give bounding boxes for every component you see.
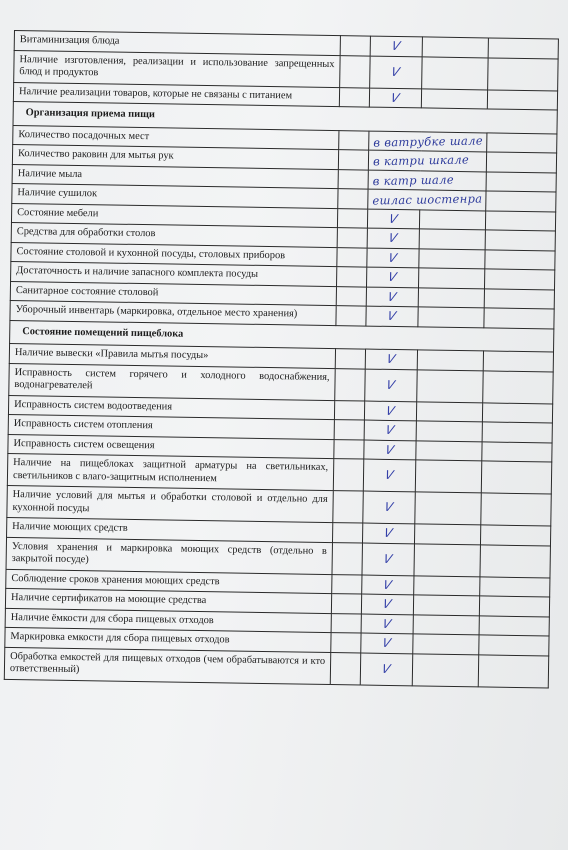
empty-cell: [335, 368, 365, 400]
check-mark-icon: V: [384, 422, 396, 438]
criterion-label: Количество посадочных мест: [13, 125, 339, 150]
check-mark-icon: V: [390, 38, 402, 54]
criterion-label: Средства для обработки столов: [11, 222, 337, 247]
empty-cell: [418, 287, 484, 308]
check-mark-icon: V: [384, 442, 396, 457]
empty-cell: [484, 269, 554, 290]
empty-cell: [419, 248, 485, 269]
empty-cell: [484, 288, 554, 309]
empty-cell: [482, 422, 552, 443]
empty-cell: [413, 595, 479, 616]
empty-cell: [487, 132, 557, 153]
criterion-label: Уборочный инвентарь (маркировка, отдельное место хранения): [10, 300, 336, 325]
empty-cell: [412, 653, 478, 686]
check-mark-icon: V: [387, 269, 399, 285]
empty-cell: [413, 614, 479, 635]
criterion-label: Исправность систем отопления: [8, 414, 334, 439]
criterion-label: Наличие вывески «Правила мытья посуды»: [9, 343, 335, 368]
empty-cell: [478, 654, 548, 687]
empty-cell: [332, 574, 362, 594]
empty-cell: [485, 210, 555, 231]
empty-cell: [486, 152, 556, 173]
check-mark-cell: [367, 209, 419, 229]
check-mark-cell: [364, 401, 416, 421]
empty-cell: [337, 267, 367, 287]
criterion-label: Витаминизация блюда: [14, 31, 340, 56]
check-mark-cell: [362, 543, 414, 576]
empty-cell: [417, 369, 483, 402]
empty-cell: [339, 130, 369, 150]
empty-cell: [422, 56, 488, 89]
check-mark-cell: [367, 228, 419, 248]
check-mark-icon: V: [386, 308, 398, 324]
check-mark-cell: [360, 653, 412, 686]
empty-cell: [335, 349, 365, 369]
empty-cell: [484, 308, 554, 329]
criterion-label: Исправность систем горячего и холодного водоснабжения, водонагревателей: [9, 363, 335, 400]
empty-cell: [336, 306, 366, 326]
empty-cell: [480, 544, 550, 577]
criterion-label: Наличие сушилок: [12, 183, 338, 208]
empty-cell: [414, 524, 480, 545]
check-mark-icon: V: [382, 551, 394, 566]
empty-cell: [419, 268, 485, 289]
check-mark-icon: V: [387, 230, 399, 246]
criterion-label: Соблюдение сроков хранения моющих средств: [6, 569, 332, 594]
check-mark-cell: [362, 523, 414, 543]
handwritten-note-text: в катр шале: [372, 172, 455, 188]
check-mark-icon: V: [385, 351, 397, 367]
empty-cell: [331, 613, 361, 633]
handwritten-note: [368, 189, 486, 210]
check-mark-cell: [363, 491, 415, 524]
empty-cell: [488, 57, 558, 90]
empty-cell: [413, 634, 479, 655]
empty-cell: [340, 55, 370, 87]
empty-cell: [488, 38, 558, 59]
empty-cell: [480, 576, 550, 597]
check-mark-cell: [366, 306, 418, 326]
empty-cell: [487, 89, 557, 110]
criterion-label: Достаточность и наличие запасного комплекта посуды: [11, 261, 337, 286]
check-mark-cell: [365, 349, 417, 369]
criterion-label: Наличие реализации товаров, которые не связаны с питанием: [13, 82, 339, 107]
criterion-label: Исправность систем водоотведения: [8, 395, 334, 420]
empty-cell: [479, 596, 549, 617]
empty-cell: [483, 370, 553, 403]
handwritten-note: [368, 170, 486, 191]
check-mark-cell: [370, 36, 422, 56]
empty-cell: [338, 189, 368, 209]
empty-cell: [485, 249, 555, 270]
handwritten-note: [368, 150, 486, 171]
empty-cell: [486, 191, 556, 212]
check-mark-cell: [363, 459, 415, 492]
check-mark-icon: V: [384, 468, 396, 483]
check-mark-icon: V: [386, 289, 398, 304]
criterion-label: Наличие изготовления, реализации и использование запрещенных блюд и продуктов: [14, 50, 340, 87]
empty-cell: [336, 286, 366, 306]
criterion-label: Наличие мыла: [12, 164, 338, 189]
empty-cell: [337, 247, 367, 267]
check-mark-cell: [369, 88, 421, 108]
criterion-label: Состояние мебели: [11, 203, 337, 228]
empty-cell: [338, 169, 368, 189]
criterion-label: Наличие моющих средств: [7, 517, 333, 542]
check-mark-cell: [361, 614, 413, 634]
empty-cell: [331, 594, 361, 614]
empty-cell: [334, 400, 364, 420]
handwritten-note-text: ешлас шостенра: [372, 191, 483, 208]
criterion-label: Маркировка емкости для сбора пищевых отходов: [5, 627, 331, 652]
empty-cell: [334, 420, 364, 440]
empty-cell: [483, 351, 553, 372]
check-mark-cell: [364, 420, 416, 440]
empty-cell: [418, 307, 484, 328]
criterion-label: Наличие условий для мытья и обработки столовой и отдельно для кухонной посуды: [7, 485, 333, 522]
empty-cell: [416, 440, 482, 461]
check-mark-cell: [367, 248, 419, 268]
check-mark-cell: [366, 287, 418, 307]
criterion-label: Обработка емкостей для пищевых отходов (чем обрабатываются и кто ответственный): [4, 647, 330, 684]
empty-cell: [479, 635, 549, 656]
empty-cell: [330, 652, 360, 684]
empty-cell: [339, 87, 369, 107]
empty-cell: [481, 493, 551, 526]
empty-cell: [338, 150, 368, 170]
check-mark-icon: V: [383, 500, 395, 515]
empty-cell: [414, 543, 480, 576]
check-mark-icon: V: [388, 211, 400, 226]
empty-cell: [337, 228, 367, 248]
section-heading: Состояние помещений пищеблока: [10, 320, 554, 352]
empty-cell: [481, 461, 551, 494]
empty-cell: [415, 460, 481, 493]
empty-cell: [414, 575, 480, 596]
empty-cell: [421, 88, 487, 109]
handwritten-note-text: в катри шкале: [372, 152, 470, 169]
check-mark-icon: V: [383, 525, 395, 540]
handwritten-note: [369, 131, 487, 152]
criterion-label: Условия хранения и маркировка моющих средств (отдельно в закрытой посуде): [6, 537, 332, 574]
check-mark-cell: [361, 594, 413, 614]
check-mark-icon: V: [385, 403, 397, 418]
section-heading: Организация приема пищи: [13, 101, 557, 133]
check-mark-cell: [362, 575, 414, 595]
empty-cell: [334, 439, 364, 459]
empty-cell: [419, 209, 485, 230]
criterion-label: Наличие на пищеблоках защитной арматуры на светильниках, светильников с влаго-защитным исполнением: [7, 453, 333, 490]
empty-cell: [332, 523, 362, 543]
empty-cell: [332, 542, 362, 574]
empty-cell: [331, 633, 361, 653]
handwritten-note-text: в ватрубке шале: [373, 132, 483, 150]
checklist-table: [4, 30, 559, 688]
check-mark-icon: V: [387, 250, 399, 265]
empty-cell: [417, 350, 483, 371]
empty-cell: [482, 402, 552, 423]
criterion-label: Наличие ёмкости для сбора пищевых отходов: [5, 608, 331, 633]
empty-cell: [337, 208, 367, 228]
empty-cell: [482, 441, 552, 462]
check-mark-cell: [364, 440, 416, 460]
criterion-label: Санитарное состояние столовой: [10, 281, 336, 306]
checklist-sheet: [2, 30, 564, 819]
check-mark-cell: [370, 56, 422, 89]
check-mark-icon: V: [381, 635, 393, 650]
check-mark-icon: V: [381, 661, 393, 676]
check-mark-icon: V: [381, 616, 393, 631]
empty-cell: [419, 229, 485, 250]
criterion-label: Наличие сертификатов на моющие средства: [5, 588, 331, 613]
empty-cell: [416, 401, 482, 422]
check-mark-cell: [361, 633, 413, 653]
empty-cell: [415, 492, 481, 525]
empty-cell: [486, 171, 556, 192]
empty-cell: [479, 615, 549, 636]
empty-cell: [422, 37, 488, 58]
check-mark-icon: V: [390, 64, 402, 79]
criterion-label: Состояние столовой и кухонной посуды, столовых приборов: [11, 242, 337, 267]
empty-cell: [333, 459, 363, 491]
criterion-label: Исправность систем освещения: [8, 434, 334, 459]
empty-cell: [333, 491, 363, 523]
criterion-label: Количество раковин для мытья рук: [12, 144, 338, 169]
empty-cell: [480, 525, 550, 546]
check-mark-cell: [365, 369, 417, 402]
check-mark-icon: V: [382, 596, 394, 611]
check-mark-cell: [367, 267, 419, 287]
check-mark-icon: V: [385, 377, 397, 392]
check-mark-icon: V: [382, 577, 394, 592]
empty-cell: [416, 421, 482, 442]
empty-cell: [485, 230, 555, 251]
check-mark-icon: V: [390, 90, 401, 105]
empty-cell: [340, 36, 370, 56]
